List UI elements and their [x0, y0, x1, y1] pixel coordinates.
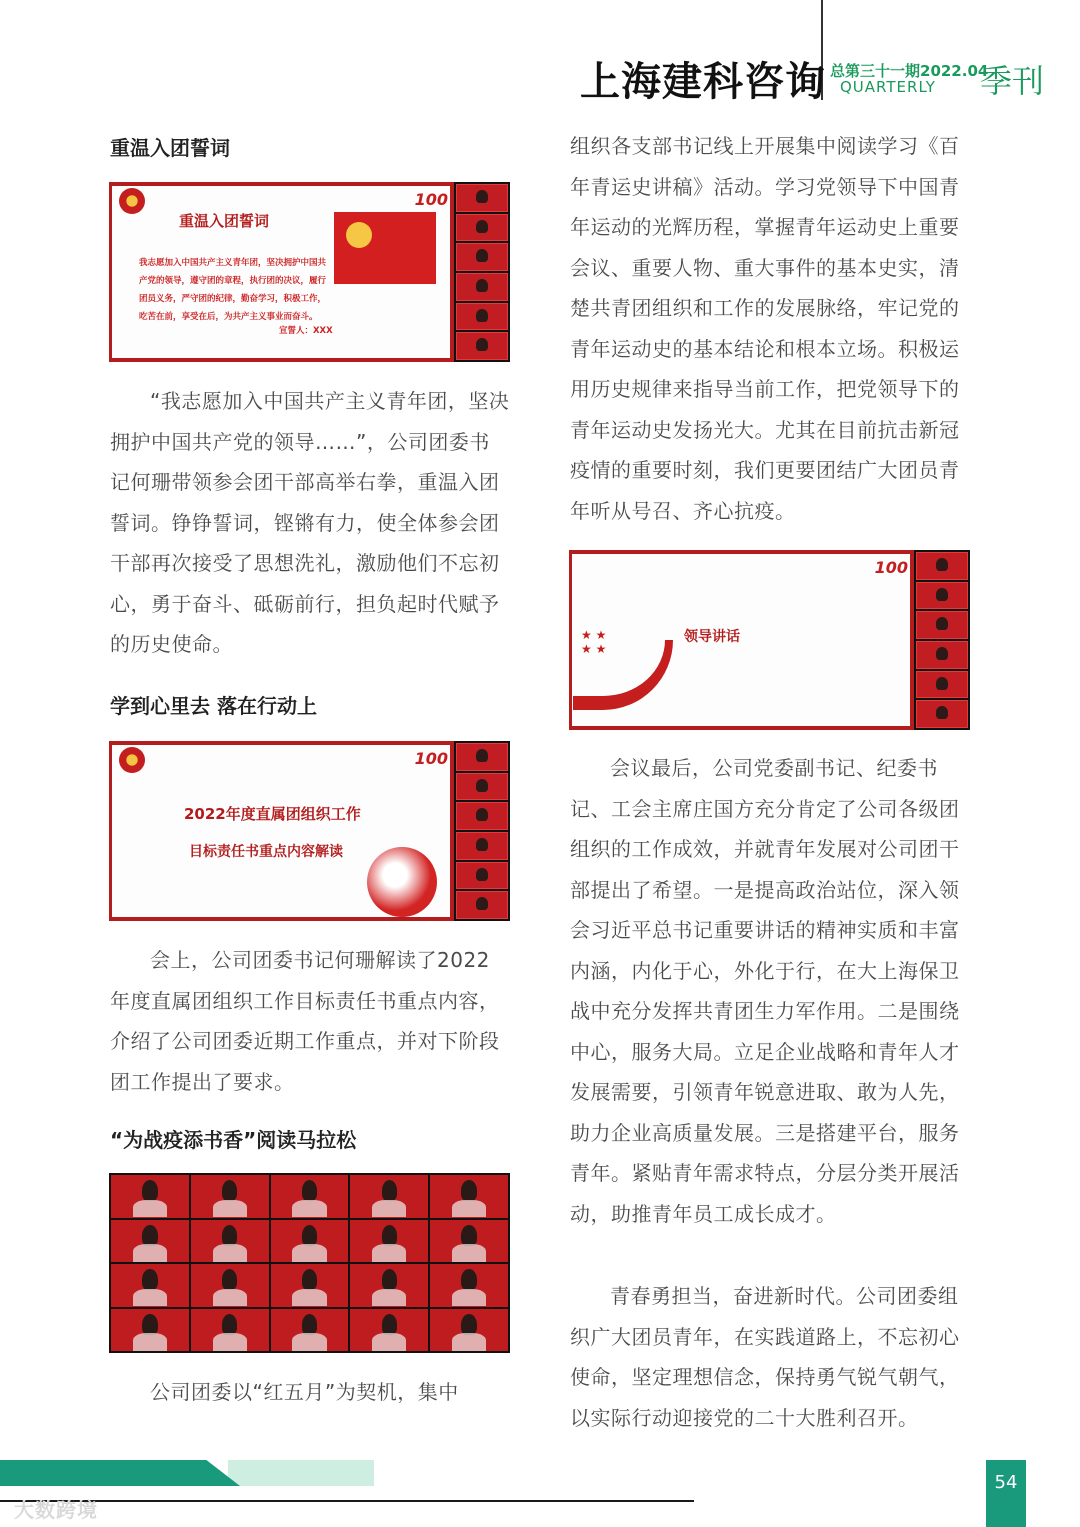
league-flag-icon — [334, 212, 436, 284]
targets-slide-line1: 2022年度直属团组织工作 — [184, 805, 361, 823]
video-participants-strip — [454, 182, 510, 362]
oath-slide — [109, 182, 454, 362]
photo-work-targets — [109, 741, 510, 921]
footer-accent-green — [0, 1460, 240, 1486]
paragraph-reading-continued: 组织各支部书记线上开展集中阅读学习《百年青运史讲稿》活动。学习党领导下中国青年运动的光辉历程，掌握青年运动史上重要会议、重要人物、重大事件的基本史实，清楚共青团组织和工作的发展脉络，牢记党的青年运动史的基本结论和根本立场。积极运用历史规律来指导当前工作，把党领导下的青年运动史发扬光大。尤其在目前抗击新冠疫情的重要时刻，我们更要团结广大团员青年听从号召、齐心抗疫。 — [570, 134, 960, 523]
footer-rule — [0, 1500, 694, 1502]
video-conference-grid — [109, 1173, 510, 1353]
section-title-study: 学到心里去 落在行动上 — [110, 694, 317, 718]
league-emblem-icon — [119, 188, 145, 214]
league-emblem-icon — [119, 747, 145, 773]
targets-slide-line2: 目标责任书重点内容解读 — [189, 844, 343, 860]
video-participants-strip — [454, 741, 510, 921]
targets-slide — [109, 741, 454, 921]
stars-icon: ★ ★ ★ ★ — [581, 628, 607, 656]
centenary-logo: 100 — [874, 558, 908, 577]
magazine-title: 上海建科咨询 — [580, 59, 826, 105]
photo-oath-meeting — [109, 182, 510, 362]
jikan-label: 季刊 — [980, 62, 1045, 100]
paragraph-leader-remarks: 会议最后，公司党委副书记、纪委书记、工会主席庄国方充分肯定了公司各级团组织的工作成效，并就青年发展对公司团干部提出了希望。一是提高政治站位，深入领会习近平总书记重要讲话的精神实质和丰富内涵，内化于心，外化于行，在大上海保卫战中充分发挥共青团生力军作用。二是围绕中心，服务大局。立足企业战略和青年人才发展需要，引领青年锐意进取、敢为人先，助力企业高质量发展。三是搭建平台，服务青年。紧贴青年需求特点，分层分类开展活动，助推青年员工成长成才。 — [570, 756, 960, 1226]
paragraph-study: 会上，公司团委书记何珊解读了2022年度直属团组织工作目标责任书重点内容，介绍了公司团委近期工作重点，并对下阶段团工作提出了要求。 — [110, 948, 500, 1094]
video-participants-strip — [914, 550, 970, 730]
paragraph-conclusion: 青春勇担当，奋进新时代。公司团委组织广大团员青年，在实践道路上，不忘初心使命，坚定理想信念，保持勇气锐气朝气，以实际行动迎接党的二十大胜利召开。 — [570, 1284, 960, 1430]
photo-reading-marathon — [109, 1173, 510, 1353]
page-number: 54 — [986, 1460, 1026, 1527]
paragraph-reading-start: 公司团委以“红五月”为契机，集中 — [150, 1380, 459, 1404]
torch-icon — [367, 847, 437, 917]
speech-slide — [569, 550, 914, 730]
quarterly-label: QUARTERLY — [840, 78, 936, 96]
footer-accent-light — [228, 1460, 374, 1486]
paragraph-oath: “我志愿加入中国共产主义青年团，坚决拥护中国共产党的领导……”，公司团委书记何珊带领参会团干部高举右拳，重温入团誓词。铮铮誓词，铿锵有力，使全体参会团干部再次接受了思想洗礼，激励他们不忘初心，勇于奋斗、砥砺前行，担负起时代赋予的历史使命。 — [110, 389, 510, 656]
watermark-text: 大数跨境 — [14, 1498, 98, 1522]
oath-slide-signature: 宣誓人：XXX — [279, 326, 333, 336]
section-title-reading: “为战疫添书香”阅读马拉松 — [110, 1128, 357, 1152]
issue-number: 总第三十一期2022.04 — [830, 62, 989, 80]
oath-slide-heading: 重温入团誓词 — [179, 212, 270, 230]
centenary-logo: 100 — [414, 190, 448, 209]
photo-leader-speech — [569, 550, 970, 730]
speech-slide-heading: 领导讲话 — [684, 629, 740, 645]
oath-slide-text: 我志愿加入中国共产主义青年团，坚决拥护中国共产党的领导，遵守团的章程，执行团的决议，履行团员义务，严守团的纪律，勤奋学习，积极工作，吃苦在前，享受在后，为共产主义事业而奋斗。 — [139, 258, 327, 322]
section-title-oath: 重温入团誓词 — [110, 136, 230, 160]
centenary-logo: 100 — [414, 749, 448, 768]
